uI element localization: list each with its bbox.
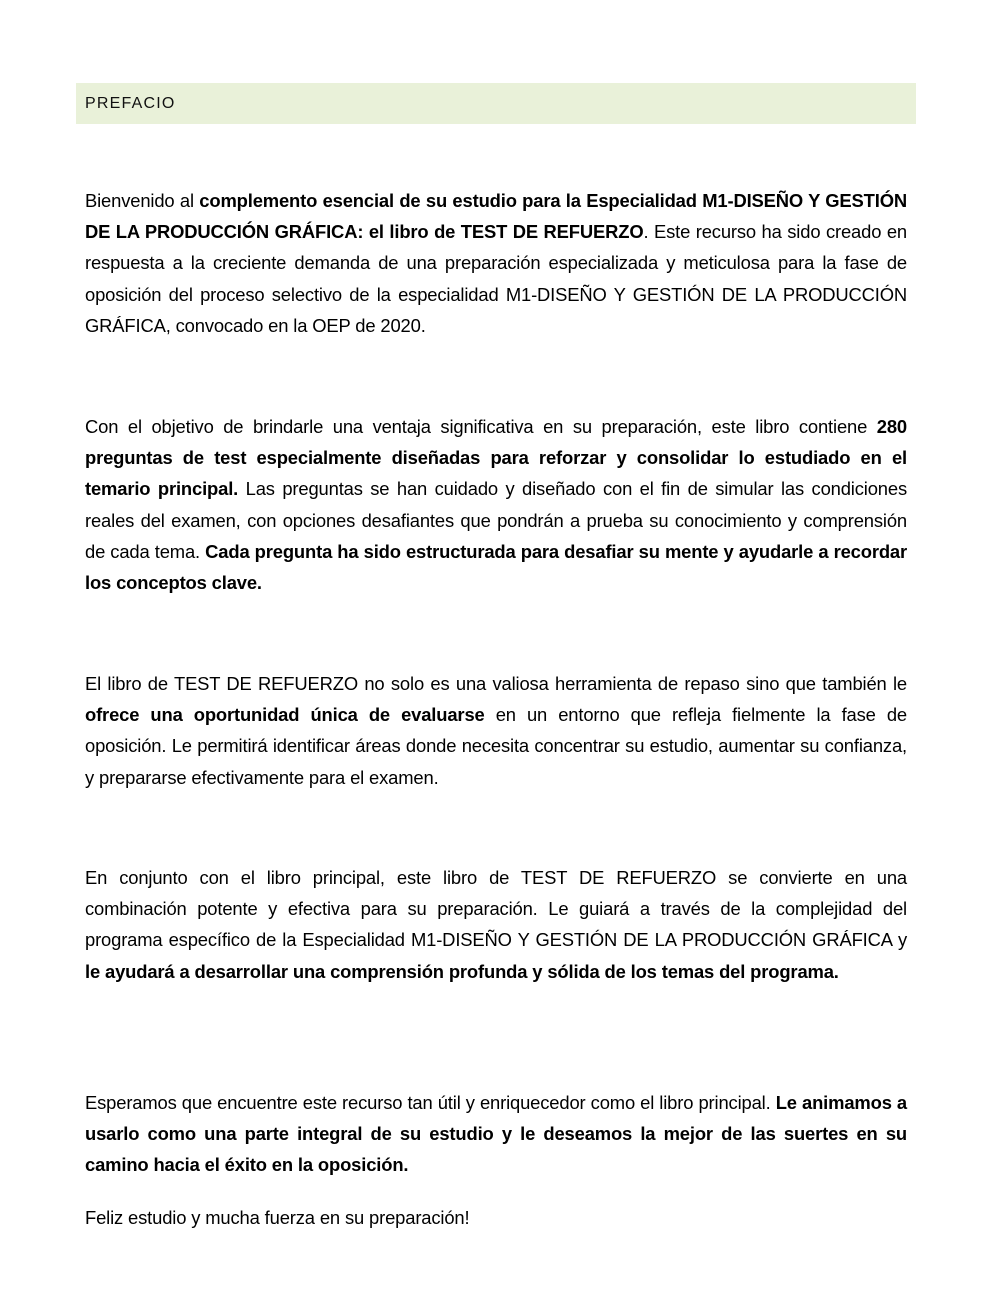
- bold-text-segment: ofrece una oportunidad única de evaluarse: [85, 704, 485, 726]
- text-segment: Bienvenido al: [85, 190, 200, 211]
- paragraph-evaluation: [85, 668, 907, 793]
- paragraph-farewell: [85, 1202, 907, 1233]
- text-segment: . Este recurso ha sido creado en respuesta a la creciente demanda de una preparación especializada y meticulosa para la fase de oposición del proceso selectivo de la especialidad M1-DISEÑO Y GESTIÓN DE LA PRODUCCIÓN GRÁFICA, convocado en la OEP de 2020.: [85, 221, 907, 336]
- text-segment: Las preguntas se han cuidado y diseñado con el fin de simular las condiciones reales del examen, con opciones desafiantes que pondrán a prueba su conocimiento y comprensión de cada tema.: [85, 478, 907, 562]
- text-segment: Con el objetivo de brindarle una ventaja significativa en su preparación, este libro contiene: [85, 416, 877, 437]
- bold-text-segment: complemento esencial de su estudio para la Especialidad M1-DISEÑO Y GESTIÓN DE LA PRODUCCIÓN GRÁFICA: el libro de TEST DE REFUERZO: [85, 190, 907, 243]
- paragraph-objective: [85, 411, 907, 598]
- paragraph-closing: [85, 1087, 907, 1181]
- bold-text-segment: Le animamos a usarlo como una parte integral de su estudio y le deseamos la mejor de las suertes en su camino hacia el éxito en la oposición.: [85, 1092, 907, 1176]
- text-segment: El libro de TEST DE REFUERZO no solo es una valiosa herramienta de repaso sino que también le: [85, 673, 907, 694]
- paragraph-combination: [85, 862, 907, 987]
- bold-text-segment: le ayudará a desarrollar una comprensión profunda y sólida de los temas del programa.: [85, 960, 839, 982]
- text-segment: En conjunto con el libro principal, este libro de TEST DE REFUERZO se convierte en una combinación potente y efectiva para su preparación. Le guiará a través de la complejidad del programa específico de la Especialidad M1-DISEÑO Y GESTIÓN DE LA PRODUCCIÓN GRÁFICA y: [85, 867, 907, 951]
- bold-text-segment: Cada pregunta ha sido estructurada para desafiar su mente y ayudarle a recordar los conceptos clave.: [85, 540, 908, 594]
- section-title: PREFACIO: [85, 95, 176, 112]
- paragraph-welcome: [85, 185, 907, 341]
- text-segment: en un entorno que refleja fielmente la fase de oposición. Le permitirá identificar áreas donde necesita concentrar su estudio, aumentar su confianza, y prepararse efectivamente para el examen.: [85, 704, 907, 788]
- text-segment: Esperamos que encuentre este recurso tan útil y enriquecedor como el libro principal.: [85, 1092, 776, 1113]
- section-header: [76, 83, 916, 124]
- text-segment: Feliz estudio y mucha fuerza en su preparación!: [85, 1207, 470, 1228]
- bold-text-segment: 280 preguntas de test especialmente diseñadas para reforzar y consolidar lo estudiado en el temario principal.: [85, 416, 907, 500]
